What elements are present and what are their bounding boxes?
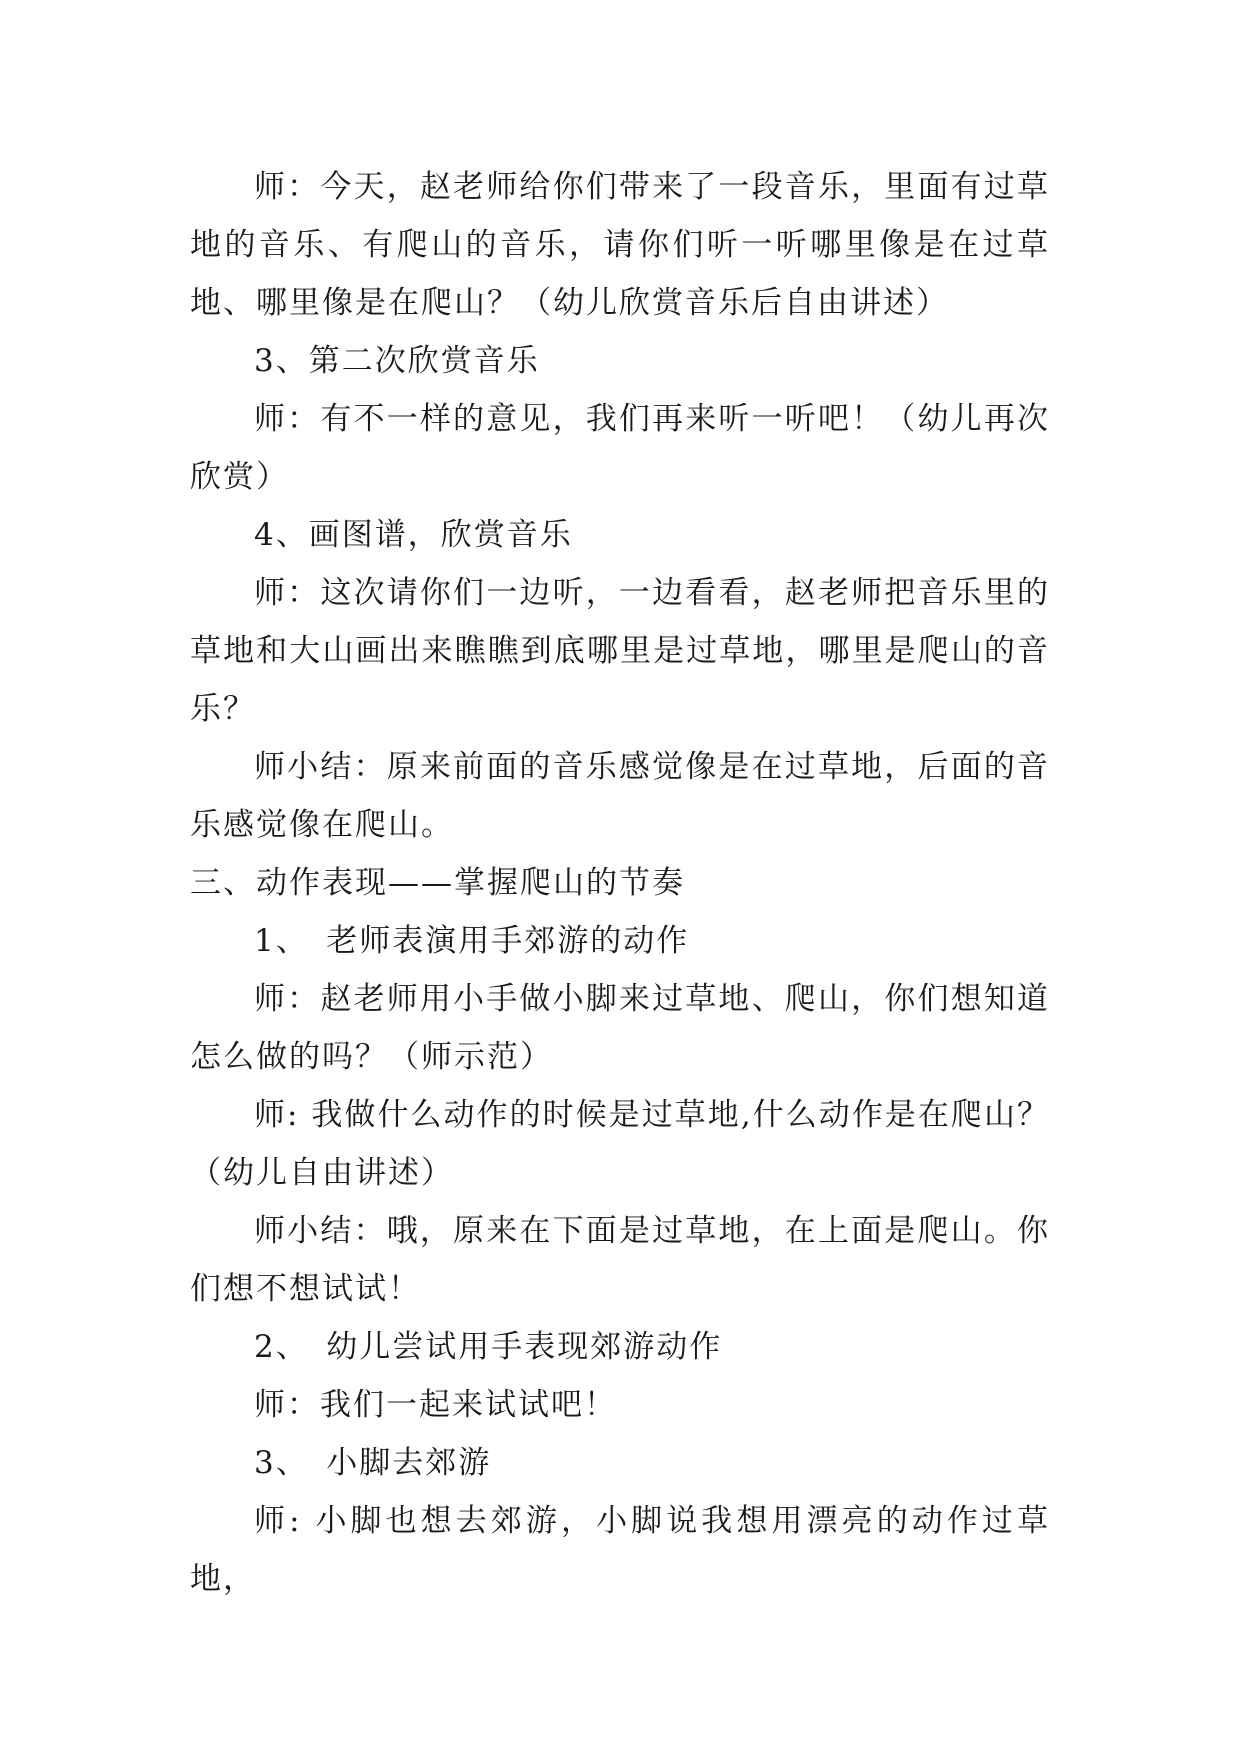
section-heading: 2、 幼儿尝试用手表现郊游动作	[254, 1329, 723, 1365]
paragraph: 师小结：哦，原来在下面是过草地，在上面是爬山。你们想不想试试！	[190, 1213, 1050, 1307]
paragraph: 师: 我做什么动作的时候是过草地,什么动作是在爬山？（幼儿自由讲述）	[190, 1097, 1050, 1191]
section-heading: 4、画图谱，欣赏音乐	[254, 517, 573, 553]
paragraph: 师：赵老师用小手做小脚来过草地、爬山，你们想知道怎么做的吗？（师示范）	[190, 981, 1050, 1075]
paragraph: 师：有不一样的意见，我们再来听一听吧！（幼儿再次欣赏）	[190, 401, 1050, 495]
section-heading: 3、第二次欣赏音乐	[254, 343, 540, 379]
paragraph: 师小结：原来前面的音乐感觉像是在过草地，后面的音乐感觉像在爬山。	[190, 749, 1050, 843]
paragraph: 师：今天，赵老师给你们带来了一段音乐，里面有过草地的音乐、有爬山的音乐，请你们听一听哪里像是在过草地、哪里像是在爬山？（幼儿欣赏音乐后自由讲述）	[190, 169, 1050, 321]
paragraph: 师：这次请你们一边听，一边看看，赵老师把音乐里的草地和大山画出来瞧瞧到底哪里是过草地，哪里是爬山的音乐？	[190, 575, 1050, 727]
document-body	[190, 158, 1050, 1608]
chapter-heading: 三、动作表现——掌握爬山的节奏	[190, 865, 685, 901]
paragraph: 师：我们一起来试试吧！	[254, 1387, 617, 1423]
section-heading: 3、 小脚去郊游	[254, 1445, 492, 1481]
section-heading: 1、 老师表演用手郊游的动作	[254, 923, 690, 959]
paragraph: 师: 小脚也想去郊游，小脚说我想用漂亮的动作过草地，	[190, 1503, 1050, 1597]
